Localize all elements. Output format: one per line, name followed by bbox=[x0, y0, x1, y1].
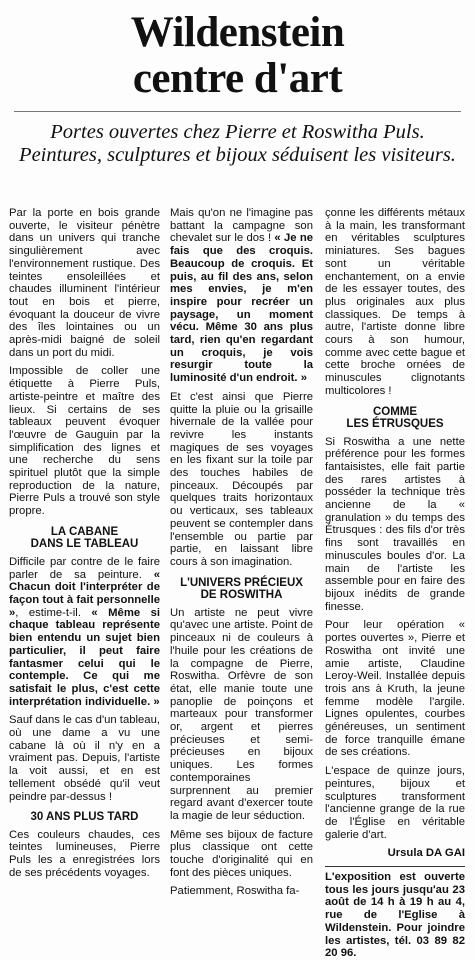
section-heading bbox=[170, 577, 313, 602]
paragraph: Pour leur opération « portes ouvertes », Pierre et Roswitha ont invité une amie artiste, Claudine Leroy-Weil. Installée depuis trois ans à Kruth, la jeune femme modèle l'argile. Lignes opulentes, courbes généreuses, un sentiment de force tranquille émane de ses créations. bbox=[325, 619, 465, 759]
divider bbox=[14, 111, 461, 112]
paragraph: Même ses bijoux de facture plus classique ont cette touche d'originalité qui en font des pièces uniques. bbox=[170, 828, 313, 879]
paragraph: Si Roswitha a une nette préférence pour les formes fantaisistes, elle fait partie des rares artistes à posséder la technique très ancienne de la « granulation » du temps des Étrusques : des fils d'or très fins sont travaillés en minuscules boules d'or. La main de l'artiste les assemble pour en faire des bijoux inédits de grande finesse. bbox=[325, 435, 465, 613]
section-heading bbox=[9, 526, 160, 551]
headline-line-1: Wildenstein bbox=[130, 9, 345, 56]
column-1 bbox=[9, 207, 161, 879]
text-run: , estime-t-il. bbox=[15, 606, 92, 619]
paragraph: Ces couleurs chaudes, ces teintes lumineuses, Pierre Puls les a enregistrées lors de ses précédents voyages. bbox=[9, 828, 160, 879]
text-run: Difficile par contre de le faire parler de sa peinture. bbox=[9, 555, 160, 581]
heading-line: DE ROSWITHA bbox=[200, 589, 283, 602]
paragraph: Et c'est ainsi que Pierre quitte la pluie ou la grisaille hivernale de la vallée pour revivre les instants magiques de ses voyages en les fixant sur la toile par des touches habiles de pinceaux. Découpés par quelques traits horizontaux ou verticaux, ses tableaux peuvent se contempler dans l'ensemble ou partie par partie, en laissant libre cours à son imagination. bbox=[170, 390, 313, 568]
section-heading bbox=[325, 406, 465, 431]
paragraph: Patiemment, Roswitha fa- bbox=[170, 885, 300, 898]
paragraph: Impossible de coller une étiquette à Pierre Puls, artiste-peintre et maître des lieux. Si certains de ses tableaux peuvent évoquer l'œuvre de Gauguin par la simplification des lignes et une recherche du sens spirituel plutôt que la simple reproduction de la nature, Pierre Puls a trouvé son style propre. bbox=[9, 365, 160, 518]
info-box: L'exposition est ouverte tous les jours jusqu'au 23 août de 14 h à 19 h au 4, rue de l'Eglise à Wildenstein. Pour joindre les artistes, tél. 03 89 82 20 96. bbox=[325, 866, 465, 960]
headline bbox=[0, 10, 475, 102]
paragraph bbox=[170, 207, 313, 385]
heading-line: LA CABANE bbox=[50, 525, 119, 538]
subtitle: Portes ouvertes chez Pierre et Roswitha Puls. Peintures, sculptures et bijoux séduisent les visiteurs. bbox=[19, 121, 456, 166]
heading-line: L'UNIVERS PRÉCIEUX bbox=[180, 576, 303, 589]
column-2 bbox=[170, 207, 314, 898]
article-body bbox=[0, 207, 475, 960]
paragraph: L'espace de quinze jours, peintures, bijoux et sculptures transforment l'ancienne grange de la rue de l'Église en véritable galerie d'art. bbox=[325, 765, 465, 841]
author-signature: Ursula DA GAI bbox=[387, 847, 465, 860]
paragraph: Sauf dans le cas d'un tableau, où une dame a vu une cabane là où il n'y en a vraiment pas. Depuis, l'artiste la voit aussi, et en est tellement obsédé qu'il veut peindre par-dessus ! bbox=[9, 714, 161, 803]
heading-line: LES ÉTRUSQUES bbox=[346, 418, 444, 431]
paragraph: çonne les différents métaux à la main, les transformant en véritables sculptures miniatures. Ses bagues sont un véritable enchantement, on a envie de les essayer toutes, des plus originales aux plus classiques. De temps à autre, l'artiste donne libre cours à son humour, comme avec cette bague et cette broche ornées de minuscules clignotants multicolores ! bbox=[325, 207, 465, 397]
quote: « Chacun doit l'interpréter de façon tout à fait personnelle » bbox=[9, 568, 160, 619]
paragraph: Par la porte en bois grande ouverte, le visiteur pénètre dans un univers qui tranche singulièrement avec l'environnement rustique. Des teintes ensoleillées et chaudes illuminent l'intérieur tout en bois et pierre, évoquant la douceur de vivre des îles lointaines ou un après-midi baigné de soleil dans un port du midi. bbox=[9, 207, 160, 359]
section-heading: 30 ANS PLUS TARD bbox=[30, 811, 139, 824]
paragraph bbox=[9, 556, 160, 708]
heading-line: DANS LE TABLEAU bbox=[30, 538, 139, 551]
quote: « Même si chaque tableau représente bien entendu un sujet bien particulier, il peut faire fantasmer celui qui le contemple. Ce qui me satisfait le plus, c'est cette interprétation individuelle. » bbox=[9, 606, 160, 708]
quote: « Je ne fais que des croquis. Beaucoup de croquis. Et puis, au fil des ans, selon mes envies, je m'en inspire pour recréer un paysage, un moment vécu. Même 30 ans plus tard, rien qu'en regardant un croquis, je vois resurgir toute la luminosité d'un endroit. » bbox=[170, 232, 314, 385]
heading-line: COMME bbox=[372, 405, 418, 418]
headline-line-2: centre d'art bbox=[132, 55, 343, 102]
paragraph: Un artiste ne peut vivre qu'avec une artiste. Point de pinceaux ni de couleurs à l'huile pour les créations de la compagne de Pierre, Roswitha. Orfèvre de son état, elle manie toute une panoplie de poinçons et marteaux pour transformer or, argent et pierres précieuses et semi-précieuses en bijoux uniques. Les formes contemporaines surprennent au premier regard avant d'exercer toute la magie de leur séduction. bbox=[170, 606, 313, 822]
text-run: Mais qu'on ne l'imagine pas battant la campagne son chevalet sur le dos ! bbox=[170, 207, 313, 245]
column-3 bbox=[325, 207, 465, 960]
